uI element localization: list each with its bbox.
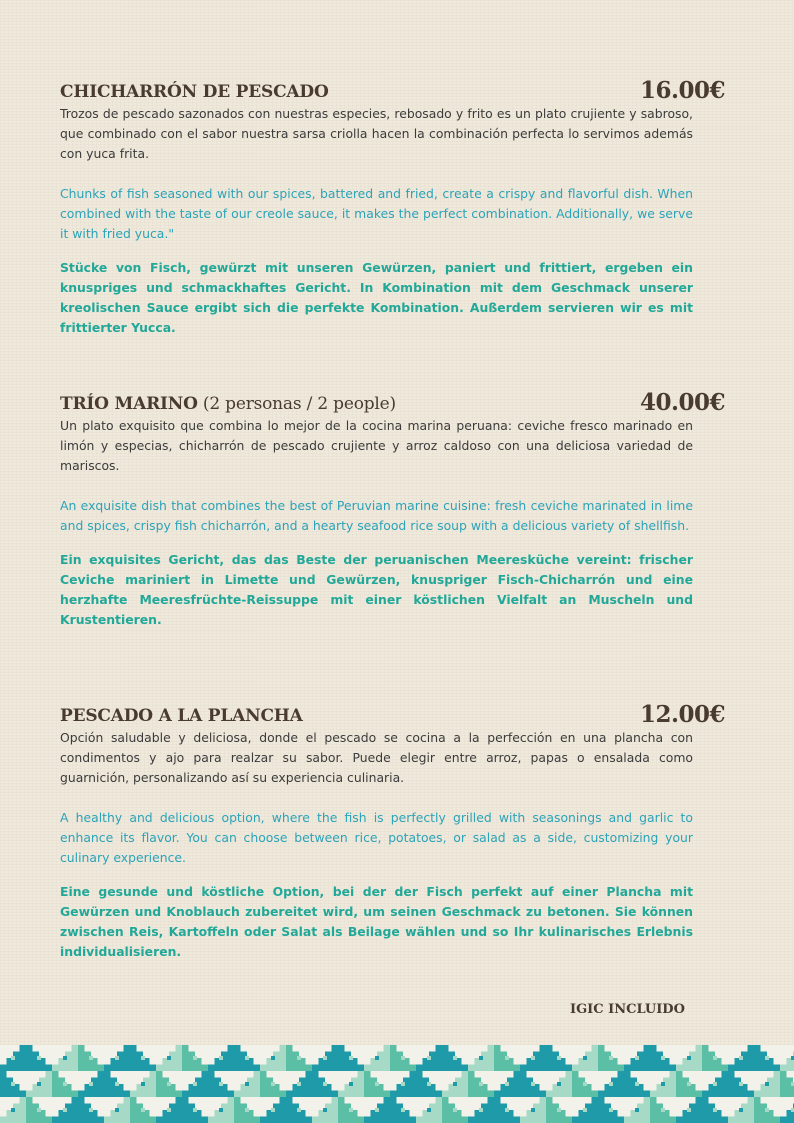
pattern-tile: [234, 1071, 260, 1097]
pattern-tile: [0, 1097, 26, 1123]
pattern-tile: [234, 1097, 260, 1123]
pattern-tile: [286, 1045, 312, 1071]
pattern-tile: [260, 1071, 286, 1097]
tax-included-note: IGIC INCLUIDO: [570, 1002, 685, 1017]
pattern-tile: [104, 1071, 130, 1097]
pattern-tile: [442, 1097, 468, 1123]
pattern-tile: [364, 1045, 390, 1071]
description-spanish: Trozos de pescado sazonados con nuestras especies, rebosado y frito es un plato crujiente y sabroso, que combinado con el sabor nuestra sarsa criolla hacen la combinación perfecta lo servimos además con yuca frita.: [60, 106, 693, 161]
pattern-tile: [182, 1097, 208, 1123]
pattern-tile: [208, 1045, 234, 1071]
pattern-tile: [338, 1045, 364, 1071]
pattern-tile: [598, 1097, 624, 1123]
description-german: Ein exquisites Gericht, das das Beste der peruanischen Meeresküche vereint: frischer Ceviche mariniert in Limette und Gewürzen, knuspriger Fisch-Chicharrón und eine herzhafte Meeresfrüchte-Reissuppe mit einer köstlichen Vielfalt an Muscheln und Krustentieren.: [60, 552, 693, 627]
description-english: An exquisite dish that combines the best of Peruvian marine cuisine: fresh ceviche marinated in lime and spices, crispy fish chicharrón, and a hearty seafood rice soup with a delicious variety of shellfish.: [60, 498, 693, 533]
pattern-tile: [442, 1045, 468, 1071]
pattern-tile: [520, 1045, 546, 1071]
pattern-tile: [26, 1097, 52, 1123]
pattern-tile: [286, 1071, 312, 1097]
pattern-tile: [182, 1045, 208, 1071]
dish-portion-note: (2 personas / 2 people): [197, 394, 396, 414]
dish-name: CHICHARRÓN DE PESCADO: [60, 82, 329, 102]
pattern-tile: [312, 1097, 338, 1123]
pattern-tile: [650, 1045, 676, 1071]
description-english: Chunks of fish seasoned with our spices, battered and fried, create a crispy and flavorful dish. When combined with the taste of our creole sauce, it makes the perfect combination. Additionally, we serve it with fried yuca.": [60, 186, 693, 241]
pattern-tile: [520, 1097, 546, 1123]
pattern-tile: [182, 1071, 208, 1097]
menu-item-pescado-plancha: [60, 694, 725, 962]
pattern-tile: [494, 1071, 520, 1097]
pattern-tile: [624, 1097, 650, 1123]
pattern-tile: [780, 1071, 794, 1097]
geometric-pattern-border: [0, 1043, 794, 1123]
dish-name: TRÍO MARINO (2 personas / 2 people): [60, 394, 396, 414]
pattern-tile: [754, 1071, 780, 1097]
pattern-tile: [52, 1045, 78, 1071]
pattern-tile: [546, 1071, 572, 1097]
pattern-tile: [676, 1045, 702, 1071]
pattern-tile: [390, 1071, 416, 1097]
pattern-tile: [78, 1045, 104, 1071]
pattern-tile: [416, 1071, 442, 1097]
pattern-tile: [468, 1097, 494, 1123]
pattern-tile: [78, 1071, 104, 1097]
description-german: Stücke von Fisch, gewürzt mit unseren Gewürzen, paniert und frittiert, ergeben ein knuspriges und schmackhaftes Gericht. In Kombination mit dem Geschmack unserer kreolischen Sauce ergibt sich die perfekte Kombination. Außerdem servieren wir es mit frittierter Yucca.: [60, 260, 693, 335]
menu-item-header: [60, 382, 725, 416]
pattern-tile: [728, 1097, 754, 1123]
dish-price: 40.00€: [639, 389, 725, 416]
pattern-tile: [78, 1097, 104, 1123]
pattern-tile: [572, 1097, 598, 1123]
pattern-tile: [338, 1071, 364, 1097]
menu-item-chicharron: [60, 70, 725, 338]
pattern-tile: [572, 1071, 598, 1097]
pattern-tile: [650, 1071, 676, 1097]
menu-item-header: [60, 70, 725, 104]
pattern-tile: [234, 1045, 260, 1071]
pattern-tile: [208, 1097, 234, 1123]
pattern-tile: [286, 1097, 312, 1123]
pattern-tile: [0, 1071, 26, 1097]
pattern-tile: [104, 1097, 130, 1123]
description-german: Eine gesunde und köstliche Option, bei der der Fisch perfekt auf einer Plancha mit Gewürzen und Knoblauch zubereitet wird, um seinen Geschmack zu betonen. Sie können zwischen Reis, Kartoffeln oder Salat als Beilage wählen und so Ihr kulinarisches Erlebnis individualisieren.: [60, 884, 693, 959]
dish-name: PESCADO A LA PLANCHA: [60, 706, 303, 726]
pattern-tile: [390, 1097, 416, 1123]
pattern-tile: [260, 1097, 286, 1123]
pattern-tile: [754, 1097, 780, 1123]
pattern-tile: [702, 1045, 728, 1071]
pattern-tile: [156, 1045, 182, 1071]
pattern-tile: [338, 1097, 364, 1123]
pattern-tile: [0, 1045, 26, 1071]
pattern-tile: [780, 1045, 794, 1071]
pattern-tile: [416, 1097, 442, 1123]
pattern-tile: [156, 1097, 182, 1123]
pattern-tile: [442, 1071, 468, 1097]
dish-price: 12.00€: [639, 701, 725, 728]
pattern-tile: [546, 1097, 572, 1123]
pattern-tile: [494, 1045, 520, 1071]
dish-price: 16.00€: [639, 77, 725, 104]
pattern-tile: [468, 1045, 494, 1071]
pattern-tile: [572, 1045, 598, 1071]
description-spanish: Un plato exquisito que combina lo mejor de la cocina marina peruana: ceviche fresco marinado en limón y especias, chicharrón de pescado crujiente y arroz caldoso con una deliciosa variedad de mariscos.: [60, 418, 693, 473]
pattern-tile: [52, 1097, 78, 1123]
pattern-tile: [520, 1071, 546, 1097]
pattern-tile: [728, 1071, 754, 1097]
pattern-tile: [364, 1097, 390, 1123]
pattern-tile: [260, 1045, 286, 1071]
pattern-tile: [130, 1097, 156, 1123]
pattern-tile: [130, 1045, 156, 1071]
pattern-tile: [676, 1097, 702, 1123]
pattern-tile: [312, 1045, 338, 1071]
pattern-tile: [312, 1071, 338, 1097]
pattern-tile: [26, 1045, 52, 1071]
pattern-tile: [104, 1045, 130, 1071]
pattern-tile: [130, 1071, 156, 1097]
pattern-tile: [728, 1045, 754, 1071]
pattern-tile: [598, 1071, 624, 1097]
pattern-tile: [156, 1071, 182, 1097]
pattern-tile: [26, 1071, 52, 1097]
pattern-tile: [754, 1045, 780, 1071]
pattern-tile: [676, 1071, 702, 1097]
description-english: A healthy and delicious option, where the fish is perfectly grilled with seasonings and garlic to enhance its flavor. You can choose between rice, potatoes, or salad as a side, customizing your culinary experience.: [60, 810, 693, 865]
pattern-tile: [494, 1097, 520, 1123]
pattern-tile: [624, 1045, 650, 1071]
pattern-tile: [390, 1045, 416, 1071]
pattern-tile: [546, 1045, 572, 1071]
menu-item-trio-marino: [60, 382, 725, 630]
pattern-tile: [650, 1097, 676, 1123]
pattern-tile: [702, 1097, 728, 1123]
pattern-tile: [598, 1045, 624, 1071]
pattern-tile: [624, 1071, 650, 1097]
pattern-tile: [702, 1071, 728, 1097]
pattern-tile: [416, 1045, 442, 1071]
pattern-tile: [208, 1071, 234, 1097]
pattern-tile: [52, 1071, 78, 1097]
menu-item-header: [60, 694, 725, 728]
pattern-tile: [780, 1097, 794, 1123]
pattern-tile: [468, 1071, 494, 1097]
pattern-tile: [364, 1071, 390, 1097]
description-spanish: Opción saludable y deliciosa, donde el pescado se cocina a la perfección en una plancha con condimentos y ajo para realzar su sabor. Puede elegir entre arroz, papas o ensalada como guarnición, personalizando así su experiencia culinaria.: [60, 730, 693, 785]
